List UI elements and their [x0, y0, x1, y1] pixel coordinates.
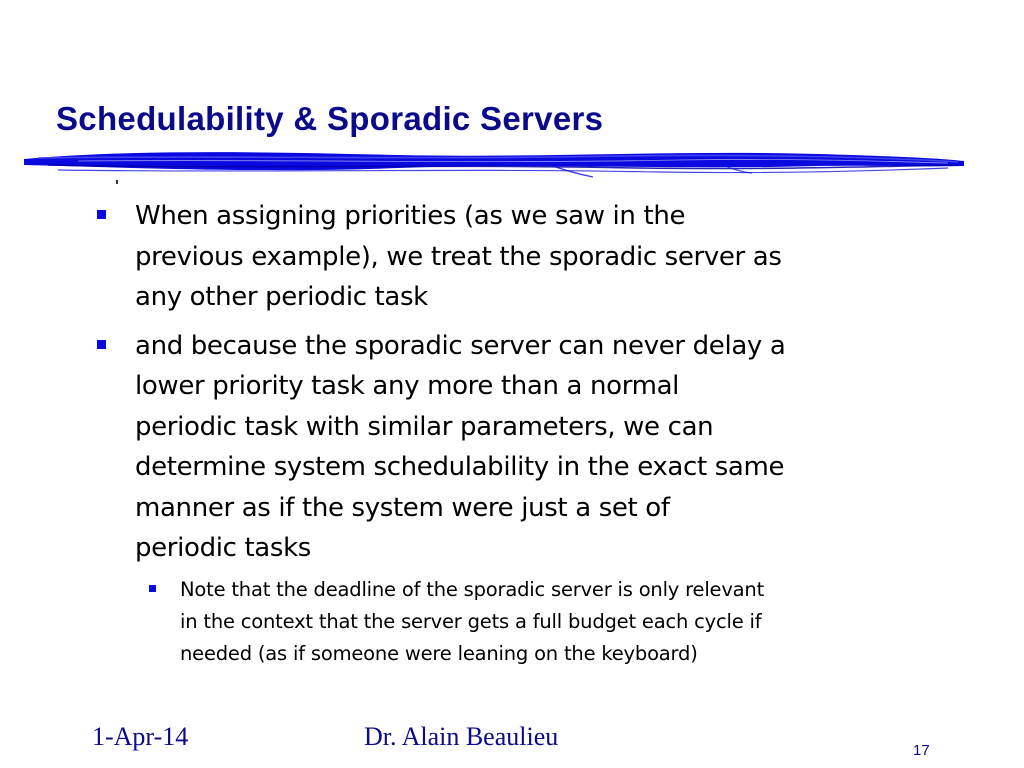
bullet-list — [96, 196, 956, 670]
bullet-text-line: periodic task with similar parameters, we can — [135, 411, 714, 442]
square-bullet-icon — [97, 210, 106, 219]
page-number: 17 — [913, 742, 930, 759]
bullet-text-line: manner as if the system were just a set of — [135, 492, 670, 523]
small-square-bullet-icon — [149, 585, 156, 592]
bullet-text-line: previous example), we treat the sporadic server as — [135, 241, 782, 272]
sub-bullet-item — [141, 574, 956, 670]
sub-bullet-text-line: in the context that the server gets a full budget each cycle if — [180, 609, 762, 633]
bullet-item — [96, 196, 956, 318]
slide-title: Schedulability & Sporadic Servers — [56, 100, 604, 137]
title-underline-brush — [18, 146, 970, 182]
bullet-text-line: When assigning priorities (as we saw in the — [135, 201, 686, 231]
bullet-text-line: lower priority task any more than a normal — [135, 371, 680, 401]
square-bullet-icon — [97, 340, 106, 349]
bullet-text-line: and because the sporadic server can never delay a — [135, 330, 786, 361]
sub-bullet-text-line: Note that the deadline of the sporadic server is only relevant — [180, 577, 765, 601]
bullet-item — [96, 326, 956, 569]
footer-date: 1-Apr-14 — [92, 722, 189, 751]
bullet-text-line: any other periodic task — [135, 282, 428, 312]
bullet-text-line: determine system schedulability in the exact same — [135, 452, 785, 482]
sub-bullet-text-line: needed (as if someone were leaning on the keyboard) — [180, 641, 698, 665]
footer-author: Dr. Alain Beaulieu — [364, 722, 559, 751]
bullet-text-line: periodic tasks — [135, 533, 311, 563]
stray-mark — [116, 180, 118, 184]
